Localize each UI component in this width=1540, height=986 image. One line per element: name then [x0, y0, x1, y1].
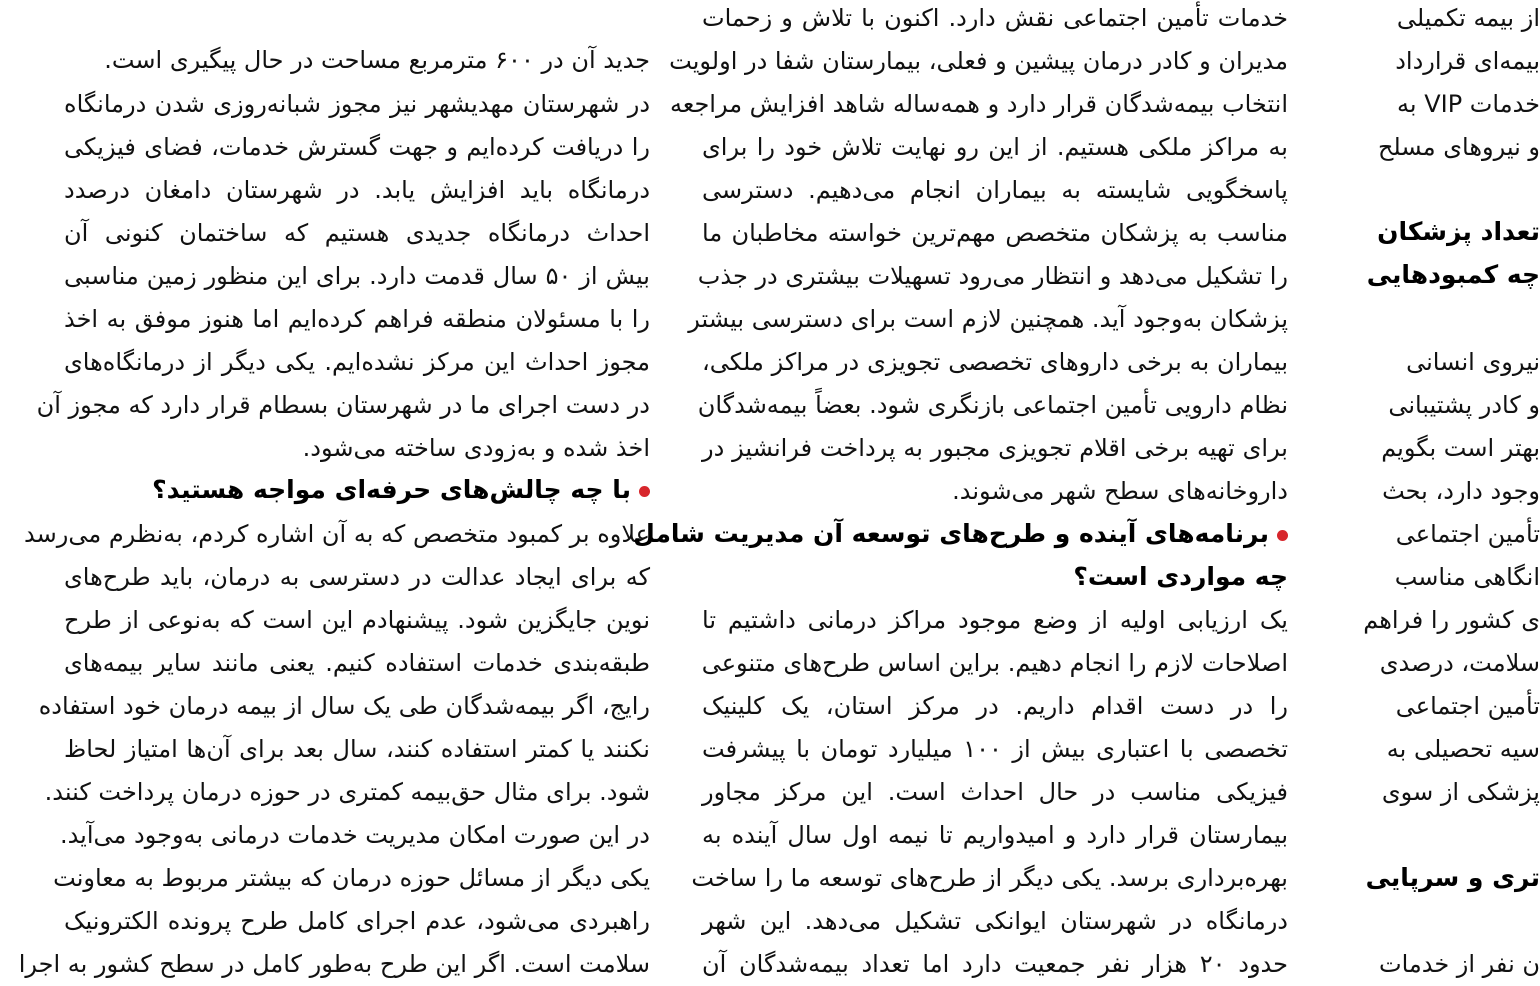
text-line: درمانگاه باید افزایش یابد. در شهرستان دامغان درصدد	[64, 176, 650, 204]
text-line: تأمین اجتماعی	[1395, 520, 1540, 548]
text-line: را تشکیل می‌دهد و انتظار می‌رود تسهیلات بیشتری در جذب	[697, 262, 1288, 290]
section-heading-text: با چه چالش‌های حرفه‌ای مواجه هستید؟	[152, 475, 631, 504]
text-line: پزشکی از سوی	[1381, 778, 1540, 806]
text-line: و نیروهای مسلح	[1377, 133, 1540, 161]
text-line: طبقه‌بندی خدمات استفاده کنیم. یعنی مانند سایر بیمه‌های	[64, 649, 650, 677]
text-line: داروخانه‌های سطح شهر می‌شوند.	[952, 477, 1288, 505]
text-line: مناسب به پزشکان متخصص مهم‌ترین خواسته مخاطبان ما	[702, 219, 1288, 247]
text-line: ی کشور را فراهم	[1363, 606, 1540, 634]
text-line: احداث درمانگاه جدیدی هستیم که ساختمان کنونی آن	[64, 219, 650, 247]
text-line: از بیمه تکمیلی	[1396, 4, 1540, 32]
text-line: ن نفر از خدمات	[1378, 950, 1540, 978]
text-line: را دریافت کرده‌ایم و جهت گسترش خدمات، فضای فیزیکی	[64, 133, 650, 161]
text-line: بیماران به برخی داروهای تخصصی تجویزی در مراکز ملکی،	[702, 348, 1288, 376]
section-heading: تری و سرپایی	[1365, 863, 1540, 892]
text-line: نیروی انسانی	[1406, 348, 1540, 376]
text-line: نکنند یا کمتر استفاده کنند، سال بعد برای آن‌ها امتیاز لحاظ	[64, 735, 650, 763]
text-line: اصلاحات لازم را انجام دهیم. براین اساس طرح‌های متنوعی	[701, 649, 1288, 677]
text-line: اخذ شده و به‌زودی ساخته می‌شود.	[302, 434, 650, 462]
text-line: تخصصی با اعتباری بیش از ۱۰۰ میلیارد تومان با پیشرفت	[702, 735, 1289, 763]
text-line: فیزیکی مناسب در حال احداث است. این مرکز مجاور	[702, 778, 1288, 806]
text-line: بهره‌برداری برسد. یکی دیگر از طرح‌های توسعه ما را ساخت	[691, 864, 1288, 892]
section-heading	[633, 512, 1288, 556]
text-line: انتخاب بیمه‌شدگان قرار دارد و همه‌ساله شاهد افزایش مراجعه	[670, 90, 1288, 118]
text-line: شود. برای مثال حق‌بیمه کمتری در حوزه درمان پرداخت کنند.	[44, 778, 650, 806]
text-line: مجوز احداث این مرکز نشده‌ایم. یکی دیگر از درمانگاه‌های	[64, 348, 650, 376]
article-column-middle	[633, 0, 1289, 978]
text-line: مدیران و کادر درمان پیشین و فعلی، بیمارستان شفا در اولویت	[669, 47, 1288, 75]
text-line: سیه تحصیلی به	[1386, 735, 1540, 763]
text-line: خدمات VIP به	[1397, 90, 1540, 118]
section-heading-text: برنامه‌های آینده و طرح‌های توسعه آن مدیریت شامل	[633, 519, 1269, 548]
text-line: را با مسئولان منطقه فراهم کرده‌ایم اما هنوز موفق به اخذ	[64, 305, 650, 333]
text-line: وجود دارد، بحث	[1382, 477, 1540, 505]
text-line: در دست اجرای ما در شهرستان بسطام قرار دارد که مجوز آن	[36, 391, 650, 419]
text-line: بهتر است بگویم	[1381, 434, 1540, 462]
text-line: بیمارستان قرار دارد و امیدواریم تا نیمه اول سال آینده به	[702, 821, 1288, 849]
text-line: پزشکان به‌وجود آید. همچنین لازم است برای دسترسی بیشتر	[688, 305, 1288, 333]
text-line: که برای ایجاد عدالت در دسترسی به درمان، باید طرح‌های	[64, 563, 650, 591]
text-line: به مراکز ملکی هستیم. از این رو نهایت تلاش خود را برای	[702, 133, 1288, 161]
text-line: را در دست اقدام داریم. در مرکز استان، یک کلینیک	[702, 692, 1288, 720]
article-column-left	[18, 0, 650, 978]
article-column-right	[1340, 0, 1540, 978]
text-line: بیمه‌ای قرارداد	[1395, 47, 1540, 75]
text-line: در این صورت امکان مدیریت خدمات درمانی به‌وجود می‌آید.	[59, 821, 650, 849]
text-line: علاوه بر کمبود متخصص که به آن اشاره کردم، به‌نظرم می‌رسد	[24, 520, 650, 548]
text-line: راهبردی می‌شود، عدم اجرای کامل طرح پرونده الکترونیک	[64, 907, 650, 935]
text-line: سلامت، درصدی	[1379, 649, 1540, 677]
text-line: یکی دیگر از مسائل حوزه درمان که بیشتر مربوط به معاونت	[53, 864, 650, 892]
text-line: برای تهیه برخی اقلام تجویزی مجبور به پرداخت فرانشیز در	[702, 434, 1288, 462]
section-heading: تعداد پزشکان	[1377, 217, 1540, 246]
section-heading-continued: چه مواردی است؟	[1073, 562, 1288, 591]
text-line: خدمات تأمین اجتماعی نقش دارد. اکنون با تلاش و زحمات	[702, 4, 1288, 32]
section-heading	[64, 468, 650, 512]
text-line: نوین جایگزین شود. پیشنهادم این است که به‌نوعی از طرح	[64, 606, 650, 634]
text-line: رایج، اگر بیمه‌شدگان طی یک سال از بیمه درمان خود استفاده	[38, 692, 650, 720]
text-line: و کادر پشتیبانی	[1388, 391, 1540, 419]
text-line: جدید آن در ۶۰۰ مترمربع مساحت در حال پیگیری است.	[104, 46, 650, 74]
text-line: تأمین اجتماعی	[1395, 692, 1540, 720]
text-line: بیش از ۵۰ سال قدمت دارد. برای این منظور زمین مناسبی	[64, 262, 650, 290]
text-line: پاسخگویی شایسته به بیماران انجام می‌دهیم. دسترسی	[702, 176, 1288, 204]
text-line: نظام دارویی تأمین اجتماعی بازنگری شود. بعضاً بیمه‌شدگان	[697, 391, 1288, 419]
text-line: درمانگاه در شهرستان ایوانکی تشکیل می‌دهد. این شهر	[702, 907, 1288, 935]
section-heading-continued: چه کمبودهایی	[1366, 260, 1540, 289]
text-line: انگاهی مناسب	[1394, 563, 1540, 591]
red-bullet-icon	[639, 486, 650, 497]
red-bullet-icon	[1277, 530, 1288, 541]
text-line: در شهرستان مهدیشهر نیز مجوز شبانه‌روزی شدن درمانگاه	[64, 90, 650, 118]
text-line: سلامت است. اگر این طرح به‌طور کامل در سطح کشور به اجرا	[18, 950, 650, 978]
text-line: یک ارزیابی اولیه از وضع موجود مراکز درمانی داشتیم تا	[702, 606, 1288, 634]
text-line: حدود ۲۰ هزار نفر جمعیت دارد اما تعداد بیمه‌شدگان آن	[702, 950, 1288, 978]
